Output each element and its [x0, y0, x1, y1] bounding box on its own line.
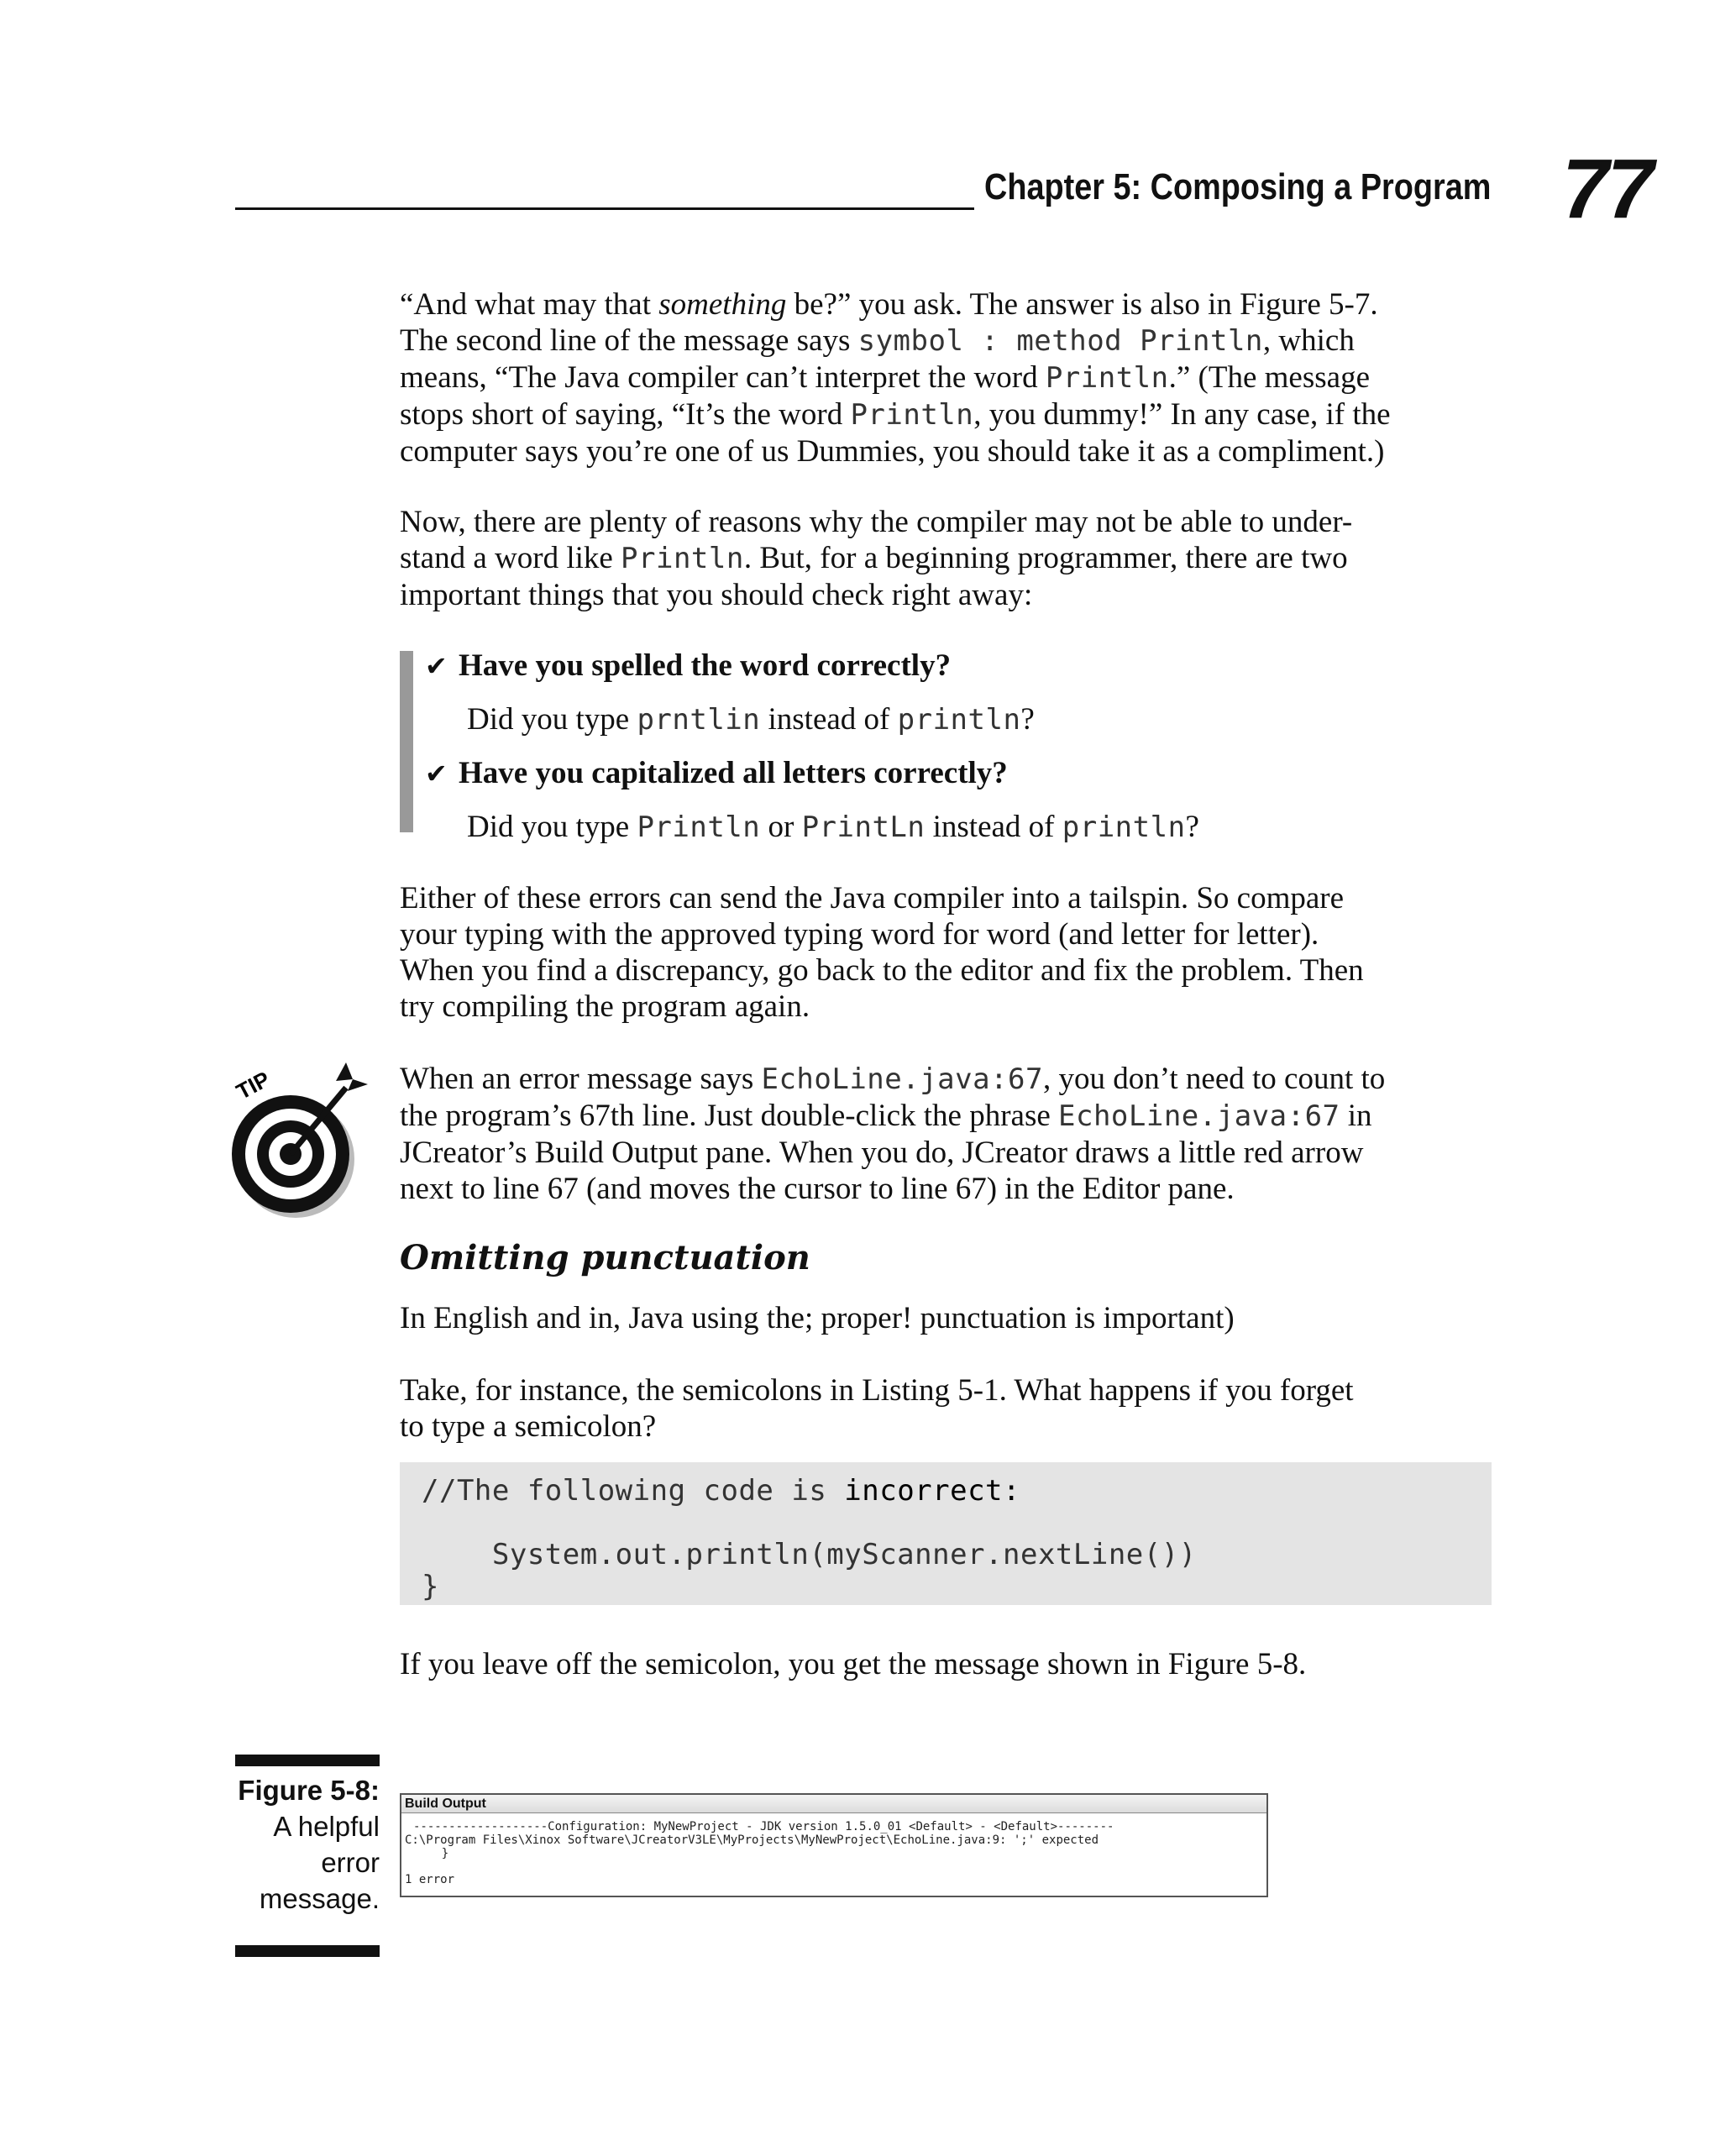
bullet-heading: Have you capitalized all letters correctly?	[459, 756, 1008, 790]
code-inline: EchoLine.java:67	[1058, 1099, 1340, 1133]
code-inline: println	[1062, 810, 1186, 844]
caption-line: A helpful	[273, 1811, 380, 1842]
tip-target-icon	[220, 1054, 371, 1222]
text-run: the program’s 67th line. Just double-click the phrase	[400, 1099, 1059, 1133]
paragraph-punctuation	[400, 1300, 1492, 1336]
paragraph-figure-ref	[400, 1646, 1492, 1682]
text-run: Did you type	[467, 702, 637, 737]
text-line	[400, 1061, 1492, 1098]
text-line	[400, 396, 1492, 433]
header-rule	[235, 207, 974, 210]
chapter-title: Chapter 5: Composing a Program	[984, 166, 1492, 207]
code-comment: //The following code is	[422, 1474, 845, 1508]
caption-line: error	[321, 1847, 380, 1878]
text-run: ?	[1185, 810, 1199, 844]
bullet-detail	[467, 809, 1199, 846]
text-run: . But, for a beginning programmer, there are two	[743, 541, 1348, 575]
text-line: Either of these errors can send the Java compiler into a tailspin. So compare	[400, 881, 1345, 915]
figure-caption	[235, 1772, 380, 1917]
tip-label: TIP	[232, 1066, 275, 1104]
checkmark-icon: ✔	[425, 650, 448, 682]
emphasis-text: something	[658, 287, 787, 322]
text-line: to type a semicolon?	[400, 1409, 657, 1444]
text-run: instead of	[760, 702, 898, 737]
checkmark-icon: ✔	[425, 758, 448, 789]
code-inline: Println	[850, 398, 974, 432]
text-line: try compiling the program again.	[400, 989, 810, 1024]
code-line: }	[422, 1570, 439, 1603]
text-run: , which	[1262, 323, 1355, 358]
text-line	[400, 286, 1492, 323]
text-line: JCreator’s Build Output pane. When you do, JCreator draws a little red arrow	[400, 1136, 1364, 1170]
bullet-detail	[467, 701, 1035, 738]
text-line: In English and in, Java using the; proper! punctuation is important)	[400, 1301, 1235, 1335]
paragraph-intro	[400, 286, 1492, 469]
bullet-heading: Have you spelled the word correctly?	[459, 648, 952, 683]
bullet-item-spelling	[425, 648, 951, 685]
code-comment-emphasis: incorrect:	[844, 1474, 1020, 1508]
code-line: System.out.println(myScanner.nextLine())	[422, 1538, 1197, 1571]
text-line: When you find a discrepancy, go back to the editor and fix the problem. Then	[400, 953, 1364, 988]
code-inline: Println	[1045, 361, 1169, 395]
figure-bottom-rule	[235, 1945, 380, 1957]
text-run: .” (The message	[1168, 360, 1370, 395]
code-inline: EchoLine.java:67	[761, 1062, 1043, 1096]
build-output-line: -------------------Configuration: MyNewProject - JDK version 1.5.0_01 <Default> - <Default>--------	[413, 1820, 1114, 1833]
section-heading: Omitting punctuation	[400, 1238, 810, 1277]
build-output-title: Build Output	[401, 1795, 1266, 1813]
text-run: , you don’t need to count to	[1042, 1062, 1386, 1096]
code-listing	[400, 1462, 1492, 1605]
code-inline: prntlin	[637, 703, 761, 737]
bullet-item-capitalization	[425, 755, 1008, 792]
text-line	[400, 359, 1492, 396]
text-run: , you dummy!” In any case, if the	[973, 397, 1391, 432]
code-inline: Println	[637, 810, 761, 844]
paragraph-reasons	[400, 504, 1492, 613]
bullet-list-bar	[400, 651, 413, 832]
text-run: be?” you ask. The answer is also in Figure 5-7.	[786, 287, 1378, 322]
text-run: in	[1340, 1099, 1372, 1133]
code-inline: symbol : method Println	[857, 324, 1263, 358]
figure-top-rule	[235, 1755, 380, 1766]
text-line: Take, for instance, the semicolons in Listing 5-1. What happens if you forget	[400, 1373, 1354, 1408]
text-run: The second line of the message says	[400, 323, 858, 358]
caption-line: message.	[259, 1883, 380, 1914]
code-inline: println	[897, 703, 1021, 737]
text-line: Now, there are plenty of reasons why the compiler may not be able to under-	[400, 505, 1353, 539]
text-run: “And what may that	[400, 287, 659, 322]
text-run: means, “The Java compiler can’t interpret the word	[400, 360, 1046, 395]
code-line	[422, 1474, 1020, 1508]
text-line	[400, 540, 1492, 577]
figure-label: Figure 5-8:	[238, 1775, 380, 1806]
text-run: When an error message says	[400, 1062, 762, 1096]
text-run: ?	[1020, 702, 1035, 737]
paragraph-errors	[400, 880, 1492, 1025]
code-inline: PrintLn	[801, 810, 926, 844]
text-line: If you leave off the semicolon, you get the message shown in Figure 5-8.	[400, 1647, 1307, 1681]
text-run: stand a word like	[400, 541, 621, 575]
text-run: or	[760, 810, 802, 844]
text-line	[400, 323, 1492, 359]
paragraph-tip	[400, 1061, 1492, 1207]
page-number: 77	[1562, 142, 1653, 236]
text-run: Did you type	[467, 810, 637, 844]
build-output-pane	[400, 1793, 1268, 1897]
text-line: next to line 67 (and moves the cursor to line 67) in the Editor pane.	[400, 1172, 1235, 1206]
text-line: computer says you’re one of us Dummies, you should take it as a compliment.)	[400, 434, 1385, 469]
text-line: important things that you should check right away:	[400, 578, 1033, 612]
text-run: stops short of saying, “It’s the word	[400, 397, 851, 432]
text-line	[400, 1098, 1492, 1135]
text-line: your typing with the approved typing word for word (and letter for letter).	[400, 917, 1319, 952]
build-output-line: 1 error	[405, 1873, 455, 1886]
code-inline: Println	[621, 542, 744, 575]
paragraph-semicolons	[400, 1372, 1492, 1445]
build-output-line: }	[413, 1847, 449, 1860]
text-run: instead of	[925, 810, 1062, 844]
build-output-line: C:\Program Files\Xinox Software\JCreatorV3LE\MyProjects\MyNewProject\EchoLine.java:9: ';' expected	[405, 1833, 1099, 1847]
